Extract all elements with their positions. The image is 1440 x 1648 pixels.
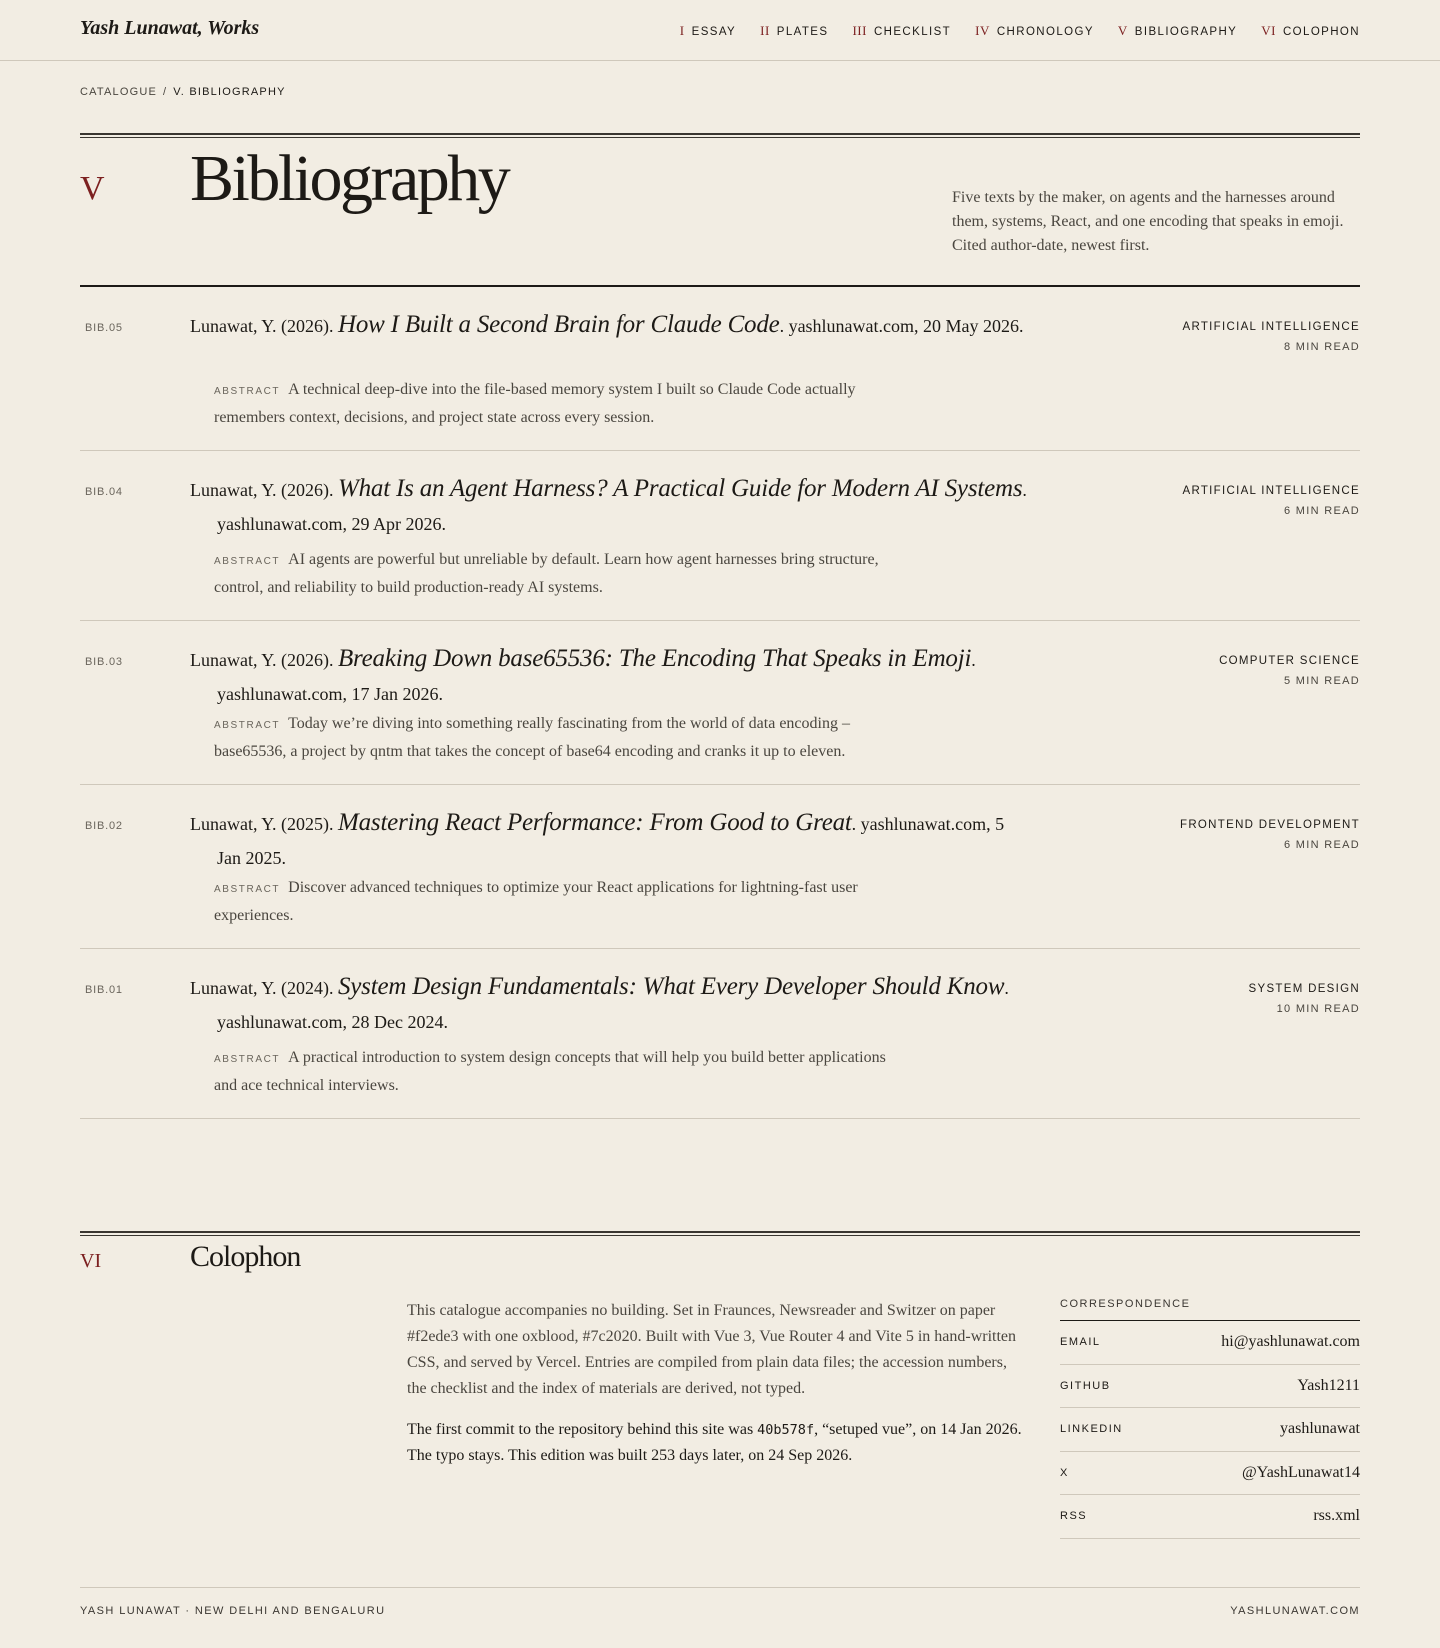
abstract-text: Today we’re diving into something really fascinating from the world of data encoding – base65536, a project by qntm that takes the concept of base64 encoding and cranks it up to eleven. (214, 715, 850, 760)
entry-title-link[interactable]: What Is an Agent Harness? A Practical Guide for Modern AI Systems (337, 475, 1023, 502)
entry-abstract (214, 547, 894, 601)
entry-abstract (214, 1045, 894, 1099)
entry-abstract (214, 377, 894, 431)
correspondence-heading: CORRESPONDENCE (1060, 1298, 1360, 1321)
colophon-paragraph: This catalogue accompanies no building. Set in Fraunces, Newsreader and Switzer on paper #f2ede3 with one oxblood, #7c2020. Built with Vue 3, Vue Router 4 and Vite 5 in hand-written CSS, and served by Vercel. Entries are compiled from plain data files; the accession numbers, the checklist and the index of materials are derived, not typed. (407, 1302, 1017, 1397)
entry-category-tag[interactable]: FRONTEND DEVELOPMENT (1180, 819, 1360, 831)
abstract-label: ABSTRACT (214, 1054, 281, 1065)
bibliography-entry (80, 287, 1360, 451)
entry-meta (1180, 819, 1360, 851)
footer-credit: YASH LUNAWAT · NEW DELHI AND BENGALURU (80, 1605, 386, 1617)
entry-meta (1182, 321, 1360, 353)
nav-numeral: V (1117, 23, 1128, 38)
abstract-text: Discover advanced techniques to optimize your React applications for lightning-fast user experiences. (214, 879, 858, 924)
entry-abstract (214, 711, 894, 765)
colophon-numeral: VI (80, 1250, 102, 1272)
bibliography-entry (80, 949, 1360, 1119)
nav-label: COLOPHON (1282, 26, 1360, 38)
top-bar (0, 0, 1440, 61)
entry-author: Lunawat, Y. (2026). (190, 480, 334, 500)
footer-rule (80, 1587, 1360, 1588)
nav-label: ESSAY (691, 26, 737, 38)
entry-abstract (214, 875, 894, 929)
linkedin-link[interactable]: yashlunawat (1280, 1420, 1360, 1438)
correspondence-row-email (1060, 1321, 1360, 1365)
nav-label: BIBLIOGRAPHY (1134, 26, 1238, 38)
bibliography-entry (80, 621, 1360, 785)
abstract-text: A practical introduction to system design concepts that will help you build better applications and ace technical interviews. (214, 1049, 886, 1094)
main-nav (680, 23, 1360, 39)
correspondence-panel (1060, 1298, 1360, 1539)
nav-numeral: I (679, 23, 685, 38)
nav-item-colophon[interactable] (1261, 23, 1360, 39)
abstract-label: ABSTRACT (214, 386, 281, 397)
section-top-rule (80, 133, 1360, 138)
nav-numeral: II (760, 23, 770, 38)
commit-hash: 40b578f (757, 1422, 815, 1438)
nav-label: CHRONOLOGY (996, 26, 1094, 38)
nav-item-bibliography[interactable] (1118, 23, 1237, 39)
nav-numeral: IV (975, 23, 990, 38)
entry-read-time: 6 MIN READ (1284, 505, 1360, 517)
correspondence-label: RSS (1060, 1510, 1088, 1523)
colophon-top-rule (80, 1231, 1360, 1236)
nav-item-plates[interactable] (760, 23, 828, 39)
breadcrumb-catalogue-link[interactable]: CATALOGUE (80, 86, 158, 98)
colophon-commit-paragraph (407, 1417, 1027, 1469)
entry-accession-id: BIB.05 (85, 322, 123, 334)
correspondence-label: X (1060, 1466, 1069, 1479)
entry-title-link[interactable]: Breaking Down base65536: The Encoding That Speaks in Emoji (337, 645, 972, 672)
entry-read-time: 8 MIN READ (1284, 341, 1360, 353)
abstract-label: ABSTRACT (214, 720, 281, 731)
entry-title-link[interactable]: System Design Fundamentals: What Every Developer Should Know (337, 973, 1005, 1000)
rss-link[interactable]: rss.xml (1313, 1507, 1360, 1525)
correspondence-row-github (1060, 1365, 1360, 1409)
entry-author: Lunawat, Y. (2026). (190, 650, 334, 670)
nav-label: CHECKLIST (873, 26, 952, 38)
entry-meta (1249, 983, 1360, 1015)
breadcrumb (80, 86, 286, 98)
entry-citation (190, 308, 1030, 343)
entry-source: . yashlunawat.com, 17 Jan 2026. (217, 650, 976, 704)
entry-title-link[interactable]: How I Built a Second Brain for Claude Code (337, 311, 780, 338)
entry-source: . yashlunawat.com, 29 Apr 2026. (217, 480, 1027, 534)
bibliography-entry (80, 451, 1360, 621)
entry-title-link[interactable]: Mastering React Performance: From Good to Great (337, 809, 852, 836)
entry-author: Lunawat, Y. (2026). (190, 316, 334, 336)
commit-text-before: The first commit to the repository behind this site was (407, 1421, 758, 1438)
abstract-text: AI agents are powerful but unreliable by default. Learn how agent harnesses bring structure, control, and reliability to build production-ready AI systems. (214, 551, 879, 596)
abstract-label: ABSTRACT (214, 556, 281, 567)
entry-accession-id: BIB.02 (85, 820, 123, 832)
nav-item-checklist[interactable] (852, 23, 951, 39)
nav-numeral: VI (1261, 23, 1276, 38)
breadcrumb-current: V. BIBLIOGRAPHY (173, 86, 286, 98)
colophon-body (407, 1298, 1027, 1484)
footer-site-link[interactable]: YASHLUNAWAT.COM (1230, 1605, 1360, 1617)
entry-source: . yashlunawat.com, 20 May 2026. (779, 316, 1024, 336)
entry-read-time: 6 MIN READ (1284, 839, 1360, 851)
entry-source: . yashlunawat.com, 5 Jan 2025. (217, 814, 1005, 868)
entry-accession-id: BIB.01 (85, 984, 123, 996)
page-title: Bibliography (190, 142, 509, 215)
nav-item-chronology[interactable] (975, 23, 1094, 39)
entry-accession-id: BIB.03 (85, 656, 123, 668)
entry-read-time: 5 MIN READ (1284, 675, 1360, 687)
breadcrumb-separator: / (163, 86, 168, 98)
nav-item-essay[interactable] (680, 23, 736, 39)
entry-citation (190, 806, 1030, 875)
site-title-link[interactable]: Yash Lunawat, Works (80, 17, 260, 39)
commit-text-after: , “setuped vue”, on 14 Jan 2026. The typo stays. This edition was built 253 days later, on 24 Sep 2026. (407, 1421, 1022, 1464)
section-numeral: V (80, 170, 105, 207)
entry-citation (190, 472, 1030, 541)
entry-category-tag[interactable]: SYSTEM DESIGN (1248, 983, 1360, 995)
section-intro: Five texts by the maker, on agents and the harnesses around them, systems, React, and one encoding that speaks in emoji. Cited author-date, newest first. (952, 189, 1344, 254)
abstract-label: ABSTRACT (214, 884, 281, 895)
entry-meta (1219, 655, 1360, 687)
bibliography-list (80, 287, 1360, 1119)
entry-accession-id: BIB.04 (85, 486, 123, 498)
correspondence-label: GITHUB (1060, 1379, 1111, 1392)
email-link[interactable]: hi@yashlunawat.com (1221, 1333, 1360, 1351)
entry-source: . yashlunawat.com, 28 Dec 2024. (217, 978, 1009, 1032)
entry-category-tag[interactable]: ARTIFICIAL INTELLIGENCE (1182, 485, 1360, 497)
entry-meta (1182, 485, 1360, 517)
x-link[interactable]: @YashLunawat14 (1242, 1463, 1360, 1481)
nav-numeral: III (852, 23, 867, 38)
abstract-text: A technical deep-dive into the file-based memory system I built so Claude Code actually remembers context, decisions, and project state across every session. (214, 381, 856, 426)
correspondence-label: LINKEDIN (1060, 1423, 1123, 1436)
colophon-title: Colophon (190, 1240, 301, 1273)
entry-category-tag[interactable]: COMPUTER SCIENCE (1219, 655, 1360, 667)
entry-author: Lunawat, Y. (2025). (190, 814, 334, 834)
entry-author: Lunawat, Y. (2024). (190, 978, 334, 998)
correspondence-label: EMAIL (1060, 1336, 1101, 1349)
github-link[interactable]: Yash1211 (1297, 1376, 1360, 1394)
correspondence-row-linkedin (1060, 1408, 1360, 1452)
entry-citation (190, 970, 1030, 1039)
correspondence-row-rss (1060, 1495, 1360, 1539)
correspondence-row-x (1060, 1452, 1360, 1496)
nav-label: PLATES (776, 26, 829, 38)
bibliography-entry (80, 785, 1360, 949)
entry-category-tag[interactable]: ARTIFICIAL INTELLIGENCE (1182, 321, 1360, 333)
entry-citation (190, 642, 1030, 711)
entry-read-time: 10 MIN READ (1276, 1003, 1360, 1015)
